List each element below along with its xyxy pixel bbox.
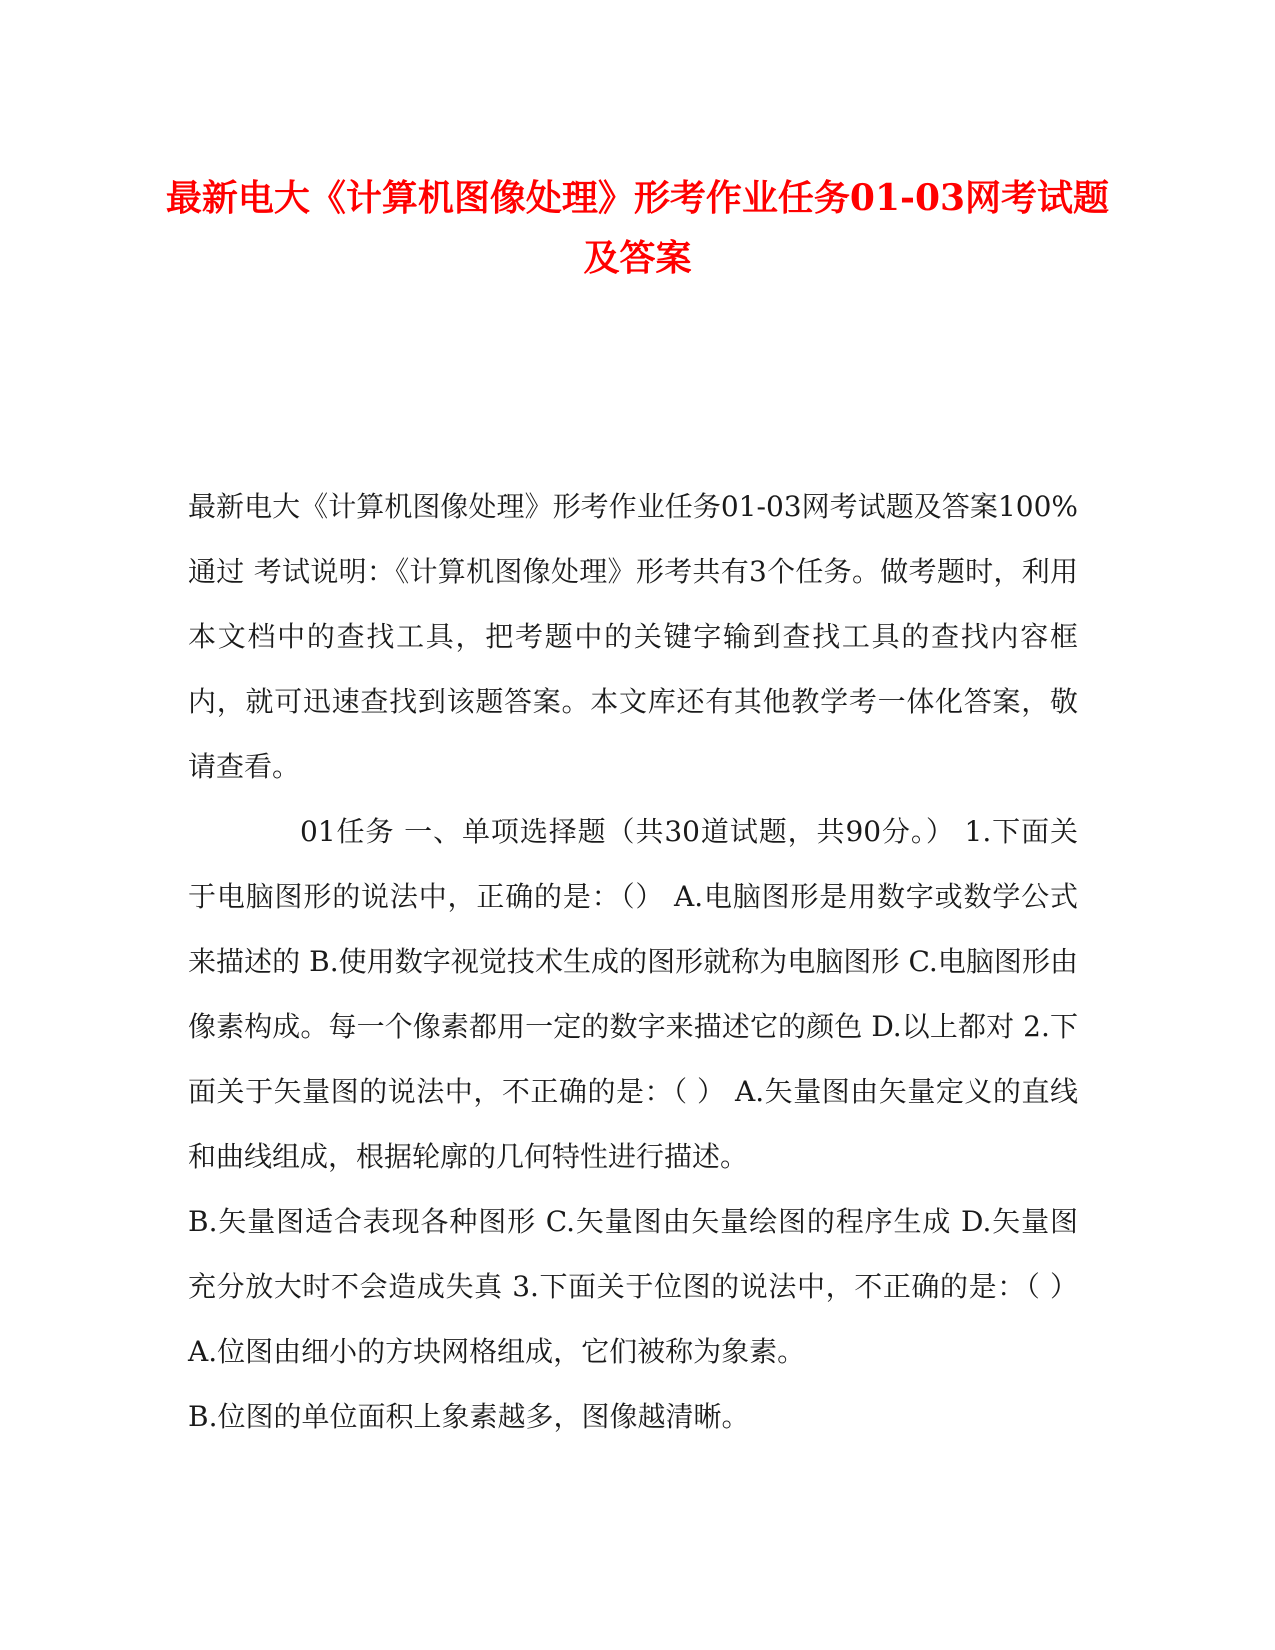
question-3-continued-paragraph: B.位图的单位面积上象素越多，图像越清晰。: [188, 1400, 750, 1433]
question-2-continued-paragraph: B.矢量图适合表现各种图形 C.矢量图由矢量绘图的程序生成 D.矢量图充分放大时不会造成失真 3.下面关于位图的说法中，不正确的是：（ ） A.位图由细小的方块网格组成，它们被称为象素。: [188, 1205, 1078, 1368]
document-body: [188, 474, 1078, 1449]
intro-paragraph: 最新电大《计算机图像处理》形考作业任务01-03网考试题及答案100%通过 考试说明：《计算机图像处理》形考共有3个任务。做考题时，利用本文档中的查找工具，把考题中的关键字输到查找工具的查找内容框内，就可迅速查找到该题答案。本文库还有其他教学考一体化答案，敬请查看。: [188, 490, 1078, 783]
document-title: 最新电大《计算机图像处理》形考作业任务01-03网考试题及答案: [165, 177, 1110, 279]
task-01-paragraph: 01任务 一、单项选择题（共30道试题，共90分。） 1.下面关于电脑图形的说法中，正确的是：（） A.电脑图形是用数字或数学公式来描述的 B.使用数字视觉技术生成的图形就称为电脑图形 C.电脑图形由像素构成。每一个像素都用一定的数字来描述它的颜色 D.以上都对 2.下面关于矢量图的说法中，不正确的是：（ ） A.矢量图由矢量定义的直线和曲线组成，根据轮廓的几何特性进行描述。: [188, 815, 1078, 1173]
